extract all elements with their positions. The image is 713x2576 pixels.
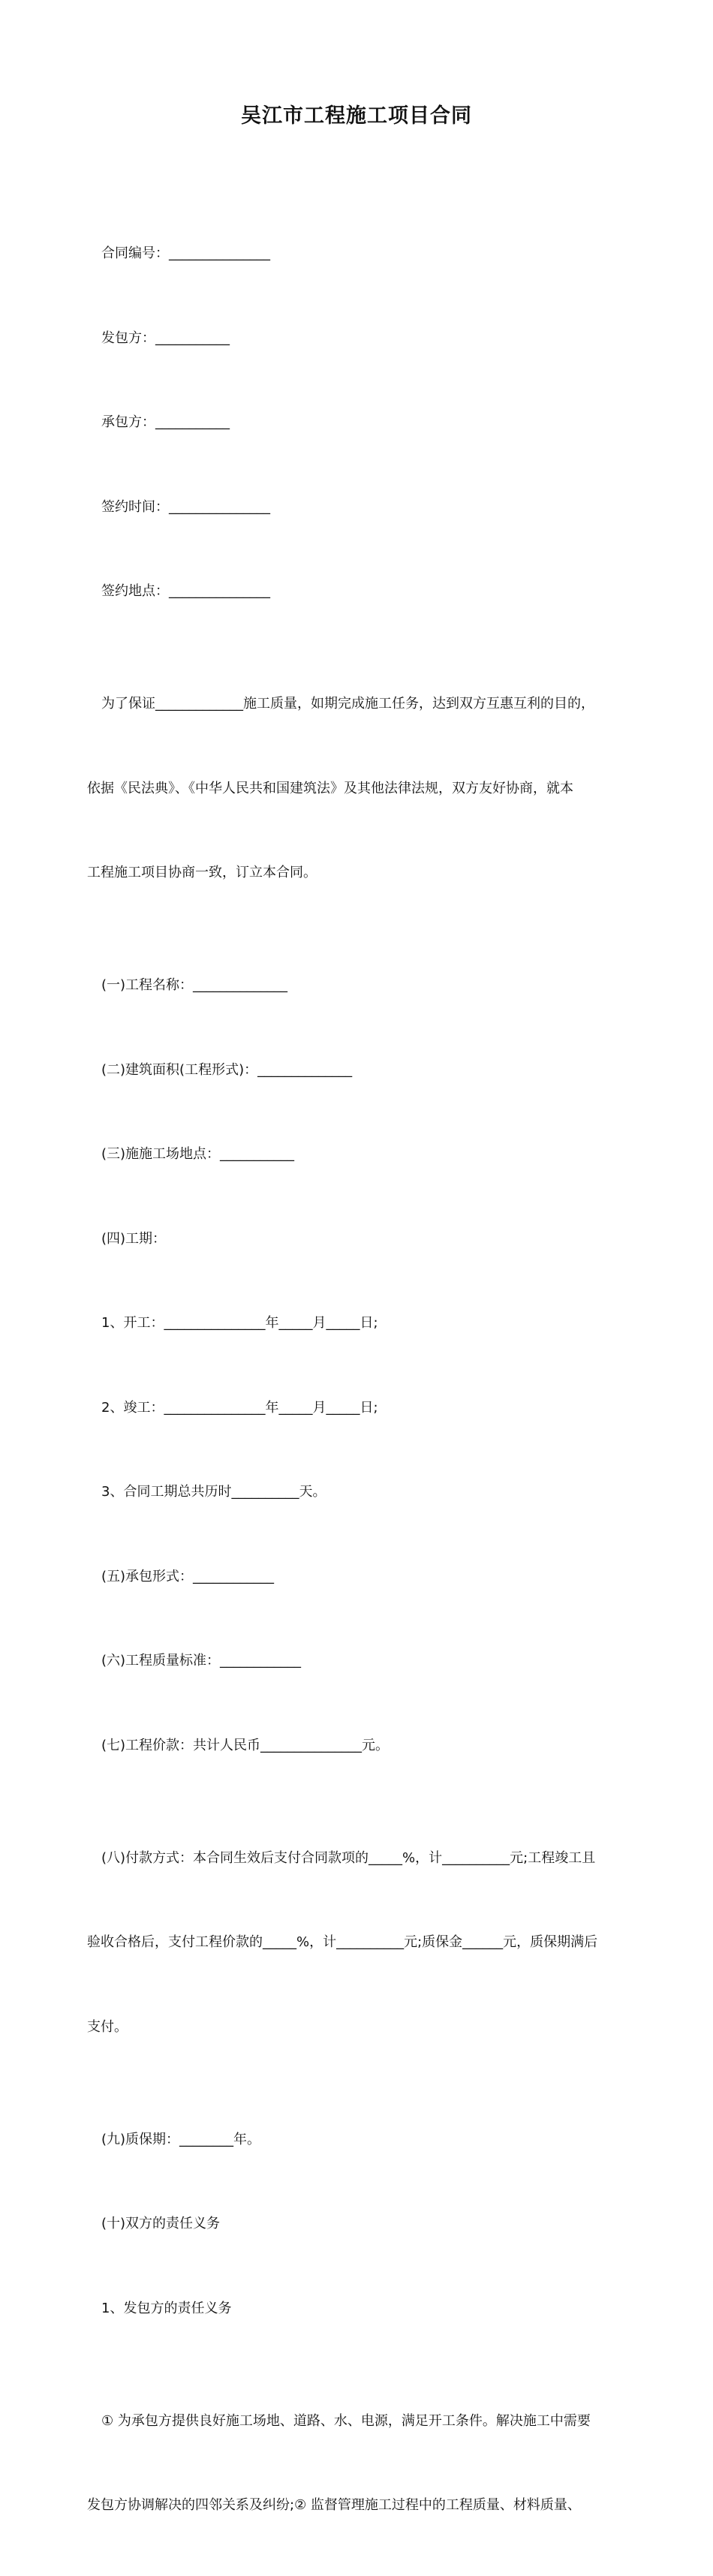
field-contract-number: 合同编号：_______________ <box>101 245 270 261</box>
clause-warranty-period: (九)质保期：________年。 <box>101 2131 261 2147</box>
clause-completion-date: 2、竣工：_______________年_____月_____日; <box>101 1399 378 1416</box>
clause-site-location: (三)施施工场地点：___________ <box>101 1146 295 1162</box>
preamble-line-1: 为了保证_____________施工质量，如期完成施工任务，达到双方互惠互利的目的， <box>101 696 594 712</box>
clause-start-date: 1、开工：_______________年_____月_____日; <box>101 1315 378 1331</box>
field-employer: 发包方：___________ <box>101 330 230 346</box>
clause-contract-price: (七)工程价款：共计人民币_______________元。 <box>101 1737 390 1753</box>
preamble-line-3: 工程施工项目协商一致，订立本合同。 <box>87 865 317 880</box>
clause-quality-standard: (六)工程质量标准：____________ <box>101 1653 302 1669</box>
preamble-line-2: 依据《民法典》、《中华人民共和国建筑法》及其他法律法规，双方友好协商，就本 <box>87 780 573 796</box>
contract-title: 吴江市工程施工项目合同 <box>241 104 472 128</box>
field-signing-time: 签约时间：_______________ <box>101 498 270 515</box>
payment-line-1: (八)付款方式：本合同生效后支付合同款项的_____%，计__________元;工程竣工且 <box>101 1849 596 1866</box>
duty-line-1: ① 为承包方提供良好施工场地、道路、水、电源，满足开工条件。解决施工中需要 <box>101 2412 591 2429</box>
field-contractor: 承包方：___________ <box>101 414 230 430</box>
clause-building-area: (二)建筑面积(工程形式)：______________ <box>101 1061 353 1078</box>
field-signing-place: 签约地点：_______________ <box>101 583 270 599</box>
payment-line-3: 支付。 <box>87 2018 128 2035</box>
clause-duration: (四)工期： <box>101 1230 167 1247</box>
clause-project-name: (一)工程名称：______________ <box>101 977 288 993</box>
contract-body <box>87 183 627 2576</box>
duty-line-2: 发包方协调解决的四邻关系及纠纷;② 监督管理施工过程中的工程质量、材料质量、 <box>87 2497 581 2513</box>
clause-total-days: 3、合同工期总共历时__________天。 <box>101 1484 326 1500</box>
clause-employer-duties: 1、发包方的责任义务 <box>101 2300 232 2316</box>
clause-responsibilities: (十)双方的责任义务 <box>101 2216 221 2231</box>
payment-line-2: 验收合格后，支付工程价款的_____%，计__________元;质保金______元，质保期满后 <box>87 1934 598 1950</box>
clause-contract-form: (五)承包形式：____________ <box>101 1568 275 1584</box>
